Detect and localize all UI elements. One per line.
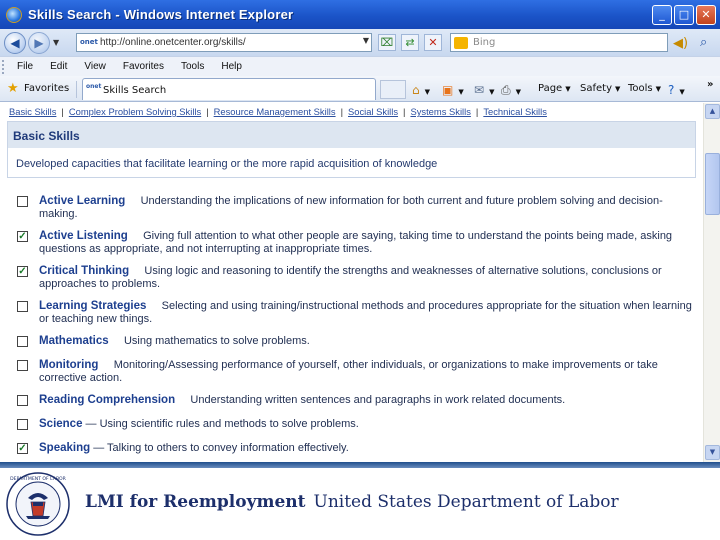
skill-name: Speaking	[39, 442, 91, 454]
nav-link-social-skills[interactable]: Social Skills	[348, 106, 399, 117]
footer-title	[85, 492, 619, 512]
minimize-button[interactable]: _	[652, 5, 672, 25]
nav-link-technical-skills[interactable]: Technical Skills	[483, 106, 547, 117]
window-title: Skills Search - Windows Internet Explorer	[28, 7, 294, 22]
section-header	[8, 122, 695, 148]
internet-explorer-icon	[6, 7, 22, 23]
skill-checkbox[interactable]	[17, 336, 28, 347]
chevron-down-icon: ▼	[679, 88, 685, 96]
mail-button[interactable]	[474, 83, 494, 97]
favorites-bar	[0, 76, 720, 102]
site-favicon: onet	[80, 38, 98, 46]
skill-name: Reading Comprehension	[39, 394, 176, 406]
footer-program-name: LMI for Reemployment	[85, 492, 306, 512]
address-field[interactable]	[76, 33, 372, 52]
vertical-scrollbar[interactable]	[703, 103, 720, 462]
window-title-bar	[0, 0, 720, 29]
skill-name: Mathematics	[39, 335, 109, 347]
help-button[interactable]	[668, 83, 685, 97]
skill-description: — Using scientific rules and methods to solve problems.	[85, 418, 359, 430]
nav-separator: |	[340, 106, 343, 117]
chevron-down-icon: ▼	[615, 85, 621, 93]
home-icon: ⌂	[412, 83, 420, 97]
tab-skills-search[interactable]	[82, 78, 376, 100]
search-go-icon[interactable]: ⌕	[700, 35, 708, 50]
seal-text: DEPARTMENT OF LABOR	[10, 477, 66, 482]
chevron-down-icon: ▼	[655, 85, 662, 93]
history-dropdown-icon[interactable]: ▼	[53, 38, 60, 47]
skill-description: Using mathematics to solve problems.	[123, 335, 310, 347]
section-description: Developed capacities that facilitate learning or the more rapid acquisition of knowledge	[16, 158, 438, 170]
footer-department: United States Department of Labor	[313, 492, 619, 512]
skill-description: Using logic and reasoning to identify the strengths and weaknesses of alternative solutions, conclusions or approaches to problems.	[39, 265, 662, 290]
favorites-button[interactable]: Favorites	[24, 83, 70, 94]
skill-name: Monitoring	[39, 359, 99, 371]
menu-help[interactable]: Help	[221, 61, 242, 72]
nav-link-complex-problem-solving[interactable]: Complex Problem Solving Skills	[68, 106, 202, 117]
tab-favicon: onet	[86, 83, 102, 90]
chevron-down-icon: ▼	[424, 88, 431, 96]
skill-name: Critical Thinking	[39, 265, 130, 277]
page-content	[0, 103, 720, 462]
tab-label: Skills Search	[103, 85, 167, 96]
scroll-down-icon[interactable]: ▼	[705, 445, 720, 460]
section-panel	[7, 121, 696, 178]
window-controls	[652, 5, 716, 25]
skill-description: Monitoring/Assessing performance of yourself, other individuals, or organizations to make improvements or take corrective action.	[39, 359, 658, 384]
search-field[interactable]	[450, 33, 668, 52]
forward-arrow-icon: ▶	[34, 35, 44, 50]
back-button[interactable]	[4, 32, 26, 54]
forward-button[interactable]	[28, 32, 50, 54]
refresh-icon[interactable]: ⇄	[401, 34, 419, 51]
tools-menu[interactable]	[628, 83, 661, 94]
skill-checkbox[interactable]: ✓	[18, 443, 27, 454]
safety-menu-label: Safety	[580, 83, 612, 94]
safety-menu[interactable]	[580, 83, 620, 94]
skills-nav	[9, 106, 701, 117]
menu-edit[interactable]: Edit	[50, 61, 68, 72]
skill-name: Science	[39, 418, 83, 430]
skill-name: Active Listening	[39, 230, 128, 242]
favorites-star-icon[interactable]: ★	[7, 81, 19, 96]
page-menu[interactable]	[538, 83, 571, 94]
search-placeholder[interactable]: Bing	[473, 37, 496, 48]
close-button[interactable]: ✕	[696, 5, 716, 25]
print-icon: ⎙	[501, 83, 511, 97]
nav-separator: |	[206, 106, 209, 117]
skill-checkbox[interactable]: ✓	[18, 266, 27, 277]
menu-tools[interactable]: Tools	[180, 61, 205, 72]
scrollbar-thumb[interactable]	[705, 153, 720, 215]
skill-description: Selecting and using training/instructional methods and procedures appropriate for the situation when learning or teaching new things.	[39, 300, 692, 325]
skill-name: Active Learning	[39, 195, 126, 207]
nav-separator: |	[475, 106, 479, 117]
menu-favorites[interactable]: Favorites	[122, 61, 164, 72]
nav-link-resource-management[interactable]: Resource Management Skills	[213, 106, 336, 117]
feeds-icon: ▣	[442, 83, 454, 97]
menu-view[interactable]: View	[84, 61, 106, 72]
divider	[76, 81, 77, 98]
mail-icon: ✉	[474, 83, 485, 97]
toolbar-overflow-button[interactable]: »	[707, 79, 714, 90]
maximize-button[interactable]: □	[674, 5, 694, 25]
tools-menu-label: Tools	[628, 83, 653, 94]
nav-link-basic-skills[interactable]: Basic Skills	[9, 106, 57, 117]
address-toolbar	[0, 29, 720, 56]
home-button[interactable]	[412, 83, 430, 97]
skill-description: Understanding written sentences and paragraphs in work related documents.	[190, 394, 566, 406]
new-tab-button[interactable]	[380, 80, 406, 99]
stop-icon[interactable]: ✕	[424, 34, 442, 51]
skill-checkbox[interactable]	[17, 395, 28, 406]
compatibility-view-icon[interactable]: ⌧	[378, 34, 396, 51]
feeds-button[interactable]	[442, 83, 464, 97]
nav-separator: |	[403, 106, 406, 117]
menu-file[interactable]: File	[17, 61, 34, 72]
bing-icon	[454, 37, 468, 49]
print-button[interactable]	[501, 83, 521, 98]
page-menu-label: Page	[538, 83, 563, 94]
skill-checkbox[interactable]	[17, 360, 28, 371]
chevron-down-icon: ▼	[515, 88, 521, 96]
chevron-down-icon: ▼	[489, 88, 495, 96]
chevron-down-icon: ▼	[458, 88, 464, 96]
skill-description: Giving full attention to what other people are saying, taking time to understand the points being made, asking questions as appropriate, and not interrupting at inappropriate times.	[39, 230, 673, 255]
department-of-labor-seal-icon	[6, 472, 70, 536]
nav-separator: |	[61, 106, 64, 117]
skill-name: Learning Strategies	[39, 300, 147, 312]
speaker-icon[interactable]: ◀)	[673, 36, 689, 51]
nav-link-systems-skills[interactable]: Systems Skills	[410, 106, 471, 117]
address-dropdown-icon[interactable]: ▼	[362, 36, 369, 45]
skill-checkbox[interactable]	[17, 419, 28, 430]
chevron-down-icon: ▼	[565, 85, 571, 93]
skill-checkbox[interactable]: ✓	[18, 231, 27, 242]
back-arrow-icon: ◀	[10, 35, 20, 50]
skill-description: Understanding the implications of new information for both current and future problem solving and decision-making.	[39, 195, 663, 220]
skill-checkbox[interactable]	[17, 301, 28, 312]
skill-checkbox[interactable]	[17, 196, 28, 207]
menu-bar	[0, 56, 720, 76]
help-icon: ?	[668, 83, 675, 97]
section-title: Basic Skills	[13, 129, 80, 143]
scroll-up-icon[interactable]: ▲	[705, 104, 720, 119]
slide-footer	[0, 468, 720, 540]
address-url[interactable]: http://online.onetcenter.org/skills/	[100, 37, 246, 48]
skill-description: — Talking to others to convey information effectively.	[93, 442, 349, 454]
